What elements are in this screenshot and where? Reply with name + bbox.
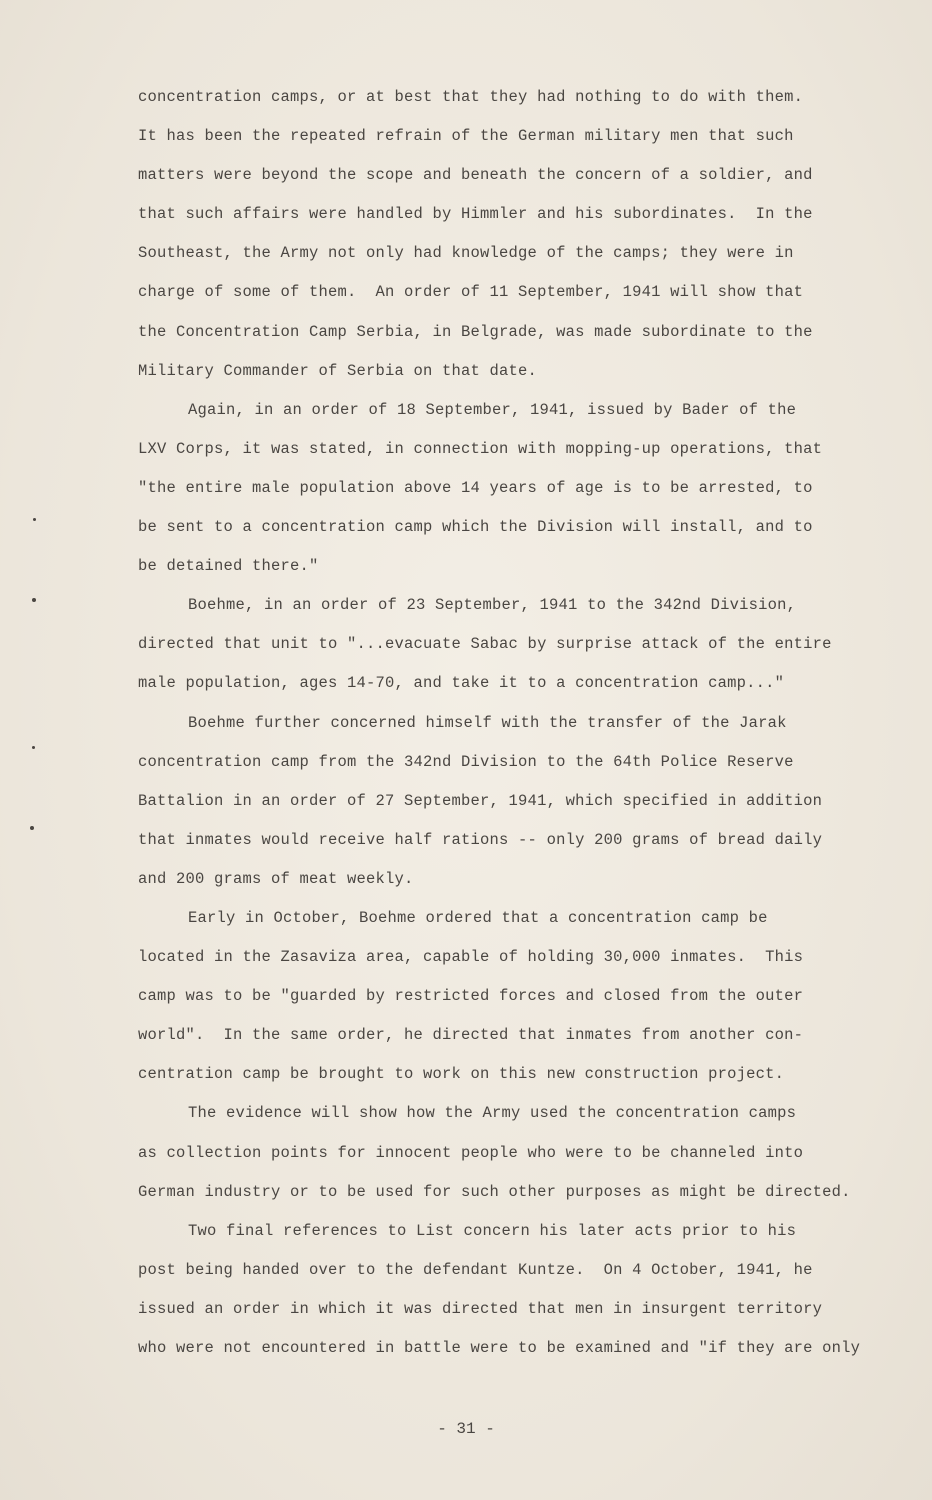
text-line: Battalion in an order of 27 September, 1941, which specified in addition [138, 791, 823, 810]
text-line: Southeast, the Army not only had knowledge of the camps; they were in [138, 244, 794, 263]
text-line: male population, ages 14-70, and take it to a concentration camp..." [138, 674, 785, 693]
text-line: concentration camps, or at best that they had nothing to do with them. [138, 88, 804, 106]
text-line: be detained there." [138, 557, 319, 576]
text-line: It has been the repeated refrain of the German military men that such [138, 127, 794, 146]
paragraph-start-line: The evidence will show how the Army used the concentration camps [188, 1104, 797, 1123]
text-line: world". In the same order, he directed that inmates from another con- [138, 1026, 804, 1045]
paragraph-start-line: Two final references to List concern his later acts prior to his [188, 1221, 797, 1240]
text-line: post being handed over to the defendant Kuntze. On 4 October, 1941, he [138, 1260, 813, 1279]
text-line: charge of some of them. An order of 11 September, 1941 will show that [138, 283, 804, 302]
text-line: and 200 grams of meat weekly. [138, 869, 414, 888]
margin-speck [32, 746, 35, 749]
text-line: "the entire male population above 14 years of age is to be arrested, to [138, 478, 813, 497]
text-line: located in the Zasaviza area, capable of holding 30,000 inmates. This [138, 948, 804, 967]
text-line: camp was to be "guarded by restricted forces and closed from the outer [138, 987, 804, 1006]
margin-speck [30, 826, 34, 830]
document-body [138, 78, 883, 1368]
text-line: that inmates would receive half rations -- only 200 grams of bread daily [138, 830, 823, 849]
text-line: that such affairs were handled by Himmler and his subordinates. In the [138, 205, 813, 224]
text-line: who were not encountered in battle were to be examined and "if they are only [138, 1339, 861, 1357]
text-line: centration camp be brought to work on this new construction project. [138, 1065, 785, 1084]
paragraph-start-line: Early in October, Boehme ordered that a concentration camp be [188, 908, 768, 927]
text-line: be sent to a concentration camp which the Division will install, and to [138, 518, 813, 537]
text-line: the Concentration Camp Serbia, in Belgrade, was made subordinate to the [138, 322, 813, 341]
paragraph-start-line: Again, in an order of 18 September, 1941, issued by Bader of the [188, 400, 797, 419]
paragraph-start-line: Boehme, in an order of 23 September, 1941 to the 342nd Division, [188, 596, 797, 615]
paragraph-start-line: Boehme further concerned himself with the transfer of the Jarak [188, 713, 787, 732]
text-line: as collection points for innocent people who were to be channeled into [138, 1143, 804, 1162]
text-line: concentration camp from the 342nd Division to the 64th Police Reserve [138, 752, 794, 771]
margin-speck [33, 518, 36, 521]
text-line: Military Commander of Serbia on that date. [138, 361, 538, 380]
page-number: - 31 - [437, 1420, 495, 1438]
text-line: issued an order in which it was directed that men in insurgent territory [138, 1299, 823, 1318]
text-line: directed that unit to "...evacuate Sabac by surprise attack of the entire [138, 635, 832, 654]
text-line: LXV Corps, it was stated, in connection with mopping-up operations, that [138, 439, 823, 458]
text-line: matters were beyond the scope and beneath the concern of a soldier, and [138, 166, 813, 185]
margin-speck [32, 598, 36, 602]
text-line: German industry or to be used for such other purposes as might be directed. [138, 1182, 851, 1201]
